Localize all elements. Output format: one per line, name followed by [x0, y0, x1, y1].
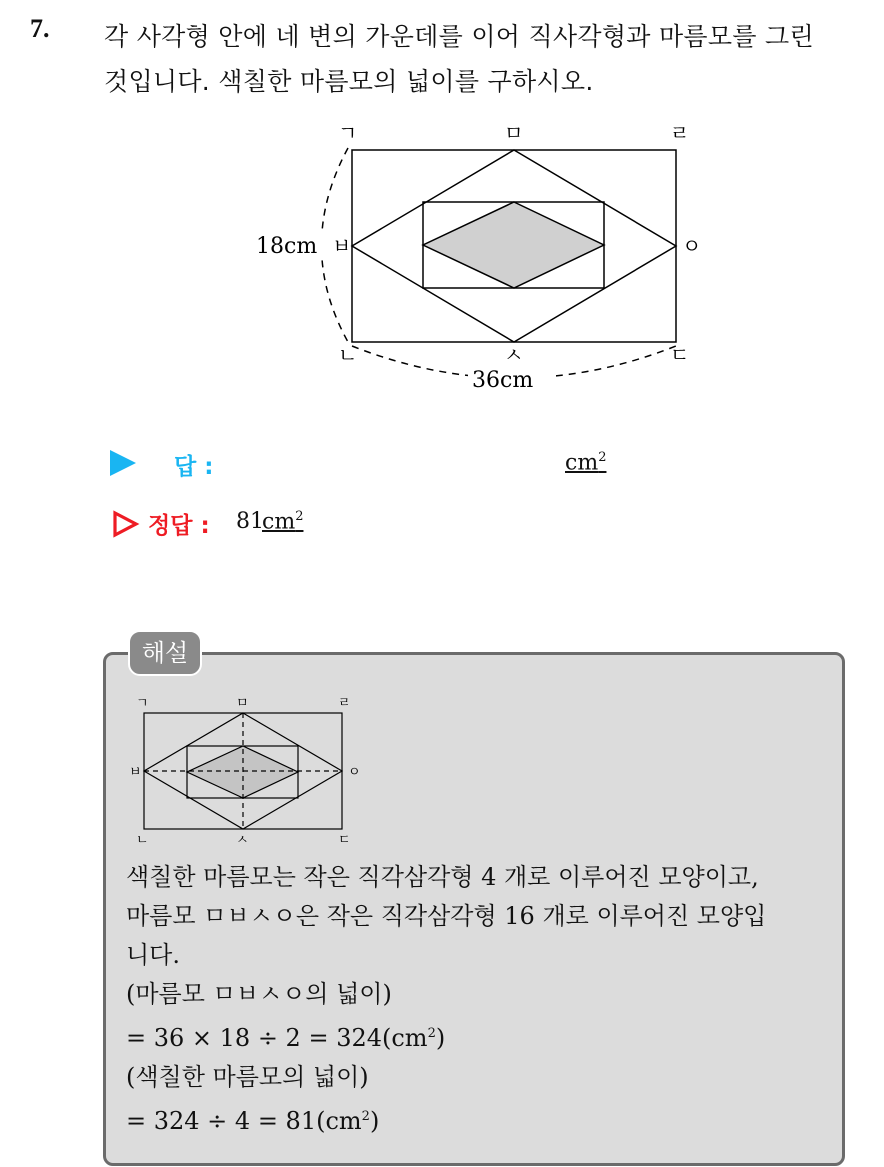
explanation-line-2: 마름모 ㅁㅂㅅㅇ은 작은 직각삼각형 16 개로 이루어진 모양입	[126, 902, 767, 930]
explanation-line-5: = $36 \times 18 \div 2 = 324(cm^2)$	[126, 1024, 446, 1052]
shaded-rhombus	[423, 202, 604, 288]
question-text	[104, 14, 864, 104]
explanation-line-1: 색칠한 마름모는 작은 직각삼각형 4 개로 이루어진 모양이고,	[126, 863, 759, 891]
label-left-mid: ㅂ	[332, 234, 352, 258]
label-top-left: ㄱ	[338, 121, 358, 145]
small-label-bottom-left: ㄴ	[136, 833, 149, 848]
explanation-line-6: (색칠한 마름모의 넓이)	[126, 1063, 369, 1091]
label-right-mid: ㅇ	[682, 234, 702, 258]
width-label: 36cm	[472, 368, 534, 393]
height-label: 18cm	[256, 234, 318, 259]
small-label-right-mid: ㅇ	[348, 765, 361, 780]
small-label-top-mid: ㅁ	[236, 696, 249, 711]
explanation-tab: 해설	[128, 630, 202, 676]
correct-triangle-icon	[112, 510, 140, 538]
answer-row	[110, 446, 610, 482]
explanation-figure	[120, 692, 370, 852]
correct-value: 81	[236, 509, 264, 534]
question-line-2: 것입니다. 색칠한 마름모의 넓이를 구하시오.	[104, 67, 594, 96]
label-top-right: ㄹ	[670, 121, 690, 145]
label-bottom-left: ㄴ	[338, 343, 358, 367]
answer-unit: $cm^2$	[565, 450, 607, 476]
label-top-mid: ㅁ	[504, 121, 524, 145]
label-bottom-mid: ㅅ	[504, 343, 524, 367]
explanation-line-7: = $324 \div 4 = 81(cm^2)$	[126, 1107, 380, 1135]
correct-answer-row	[110, 505, 610, 541]
correct-unit: $cm^2$	[262, 509, 304, 535]
small-label-bottom-mid: ㅅ	[236, 833, 249, 848]
answer-label: 답 :	[174, 454, 214, 480]
small-label-bottom-right: ㄷ	[338, 833, 351, 848]
question-number: 7.	[30, 14, 50, 43]
explanation-line-3: 니다.	[126, 941, 180, 969]
explanation-line-4: (마름모 ㅁㅂㅅㅇ의 넓이)	[126, 980, 392, 1008]
small-label-top-right: ㄹ	[338, 696, 351, 711]
label-bottom-right: ㄷ	[670, 343, 690, 367]
explanation-text	[126, 858, 826, 1141]
main-figure	[240, 110, 710, 400]
answer-triangle-icon	[110, 450, 136, 476]
small-label-top-left: ㄱ	[136, 696, 149, 711]
question-line-1: 각 사각형 안에 네 변의 가운데를 이어 직사각형과 마름모를 그린	[104, 22, 814, 51]
small-label-left-mid: ㅂ	[129, 765, 142, 780]
correct-label: 정답 :	[148, 513, 210, 539]
